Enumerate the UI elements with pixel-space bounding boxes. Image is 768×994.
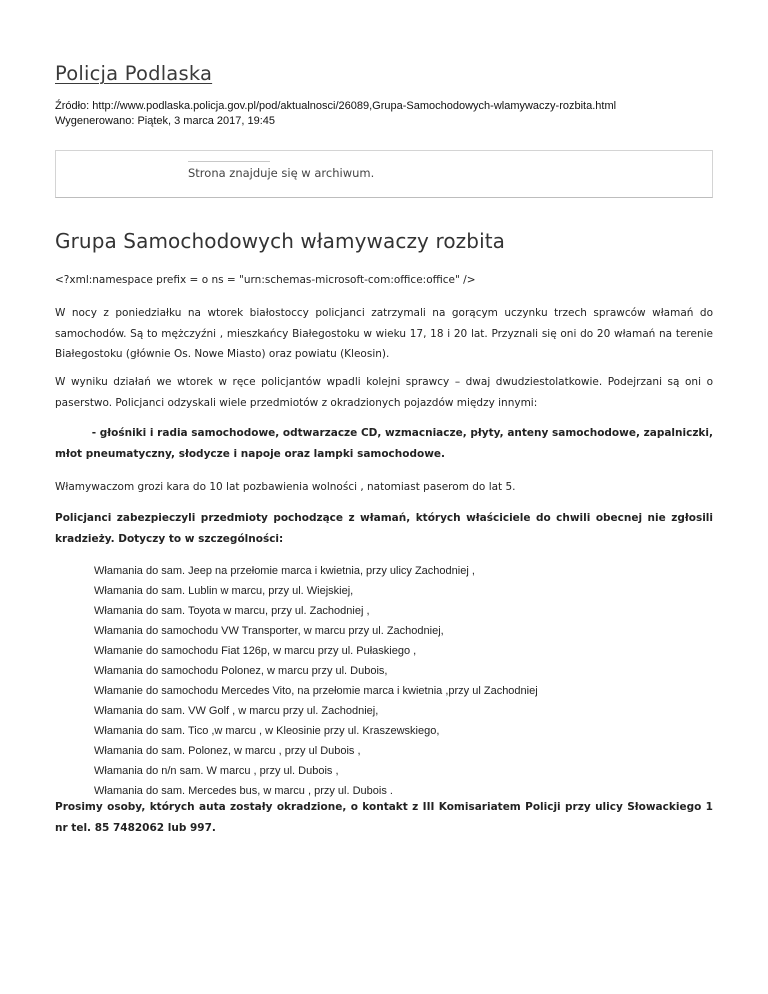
- xml-namespace-line: <?xml:namespace prefix = o ns = "urn:schemas-microsoft-com:office:office" />: [55, 274, 476, 286]
- list-item: Włamania do sam. Mercedes bus, w marcu , przy ul. Dubois .: [94, 785, 393, 797]
- article-title: Grupa Samochodowych włamywaczy rozbita: [55, 229, 506, 253]
- break-in-list: [94, 561, 538, 801]
- meta-info: [55, 99, 616, 129]
- article-paragraph-2: W wyniku działań we wtorek w ręce policjantów wpadli kolejni sprawcy – dwaj dwudziestolatkowie. Podejrzani są oni o paserstwo. Policjanci odzyskali wiele przedmiotów z okradzionych pojazdów między innymi:: [55, 376, 713, 409]
- source-line: Źródło: http://www.podlaska.policja.gov.pl/pod/aktualnosci/26089,Grupa-Samochodowych-wlamywaczy-rozbita.html: [55, 100, 617, 112]
- penalty-paragraph: Włamywaczom grozi kara do 10 lat pozbawienia wolności , natomiast paserom do lat 5.: [55, 481, 516, 493]
- list-item: Włamania do sam. Toyota w marcu, przy ul. Zachodniej ,: [94, 605, 370, 617]
- secured-items-paragraph: Policjanci zabezpieczyli przedmioty pochodzące z włamań, których właściciele do chwili obecnej nie zgłosili kradzieży. Dotyczy to w szczególności:: [55, 512, 713, 545]
- archive-notice: Strona znajduje się w archiwum.: [188, 166, 375, 180]
- list-item: Włamania do samochodu Polonez, w marcu przy ul. Dubois,: [94, 665, 388, 677]
- article-paragraph-1: W nocy z poniedziałku na wtorek białostoccy policjanci zatrzymali na gorącym uczynku trzech sprawców włamań do samochodów. Są to mężczyźni , mieszkańcy Białegostoku w wieku 17, 18 i 20 lat. Przyznali się oni do 20 włamań na terenie Białegostoku (głównie Os. Nowe Miasto) oraz powiatu (Kleosin).: [55, 307, 713, 360]
- archive-divider: [188, 161, 270, 162]
- list-item: Włamania do n/n sam. W marcu , przy ul. Dubois ,: [94, 765, 339, 777]
- list-item: Włamanie do samochodu Mercedes Vito, na przełomie marca i kwietnia ,przy ul Zachodniej: [94, 685, 538, 697]
- list-item: Włamanie do samochodu Fiat 126p, w marcu przy ul. Pułaskiego ,: [94, 645, 417, 657]
- contact-paragraph: Prosimy osoby, których auta zostały okradzione, o kontakt z III Komisariatem Policji przy ulicy Słowackiego 1 nr tel. 85 7482062 lub 997.: [55, 801, 713, 834]
- list-item: Włamania do sam. VW Golf , w marcu przy ul. Zachodniej,: [94, 705, 379, 717]
- recovered-items-paragraph: - głośniki i radia samochodowe, odtwarzacze CD, wzmacniacze, płyty, anteny samochodowe, zapalniczki, młot pneumatyczny, słodycze i napoje oraz lampki samochodowe.: [55, 427, 717, 460]
- list-item: Włamania do sam. Tico ,w marcu , w Kleosinie przy ul. Kraszewskiego,: [94, 725, 440, 737]
- list-item: Włamania do sam. Polonez, w marcu , przy ul Dubois ,: [94, 745, 361, 757]
- site-title[interactable]: Policja Podlaska: [55, 62, 213, 85]
- list-item: Włamania do sam. Jeep na przełomie marca i kwietnia, przy ulicy Zachodniej ,: [94, 565, 475, 577]
- archive-notice-box: [55, 150, 713, 198]
- list-item: Włamania do sam. Lublin w marcu, przy ul. Wiejskiej,: [94, 585, 354, 597]
- list-item: Włamania do samochodu VW Transporter, w marcu przy ul. Zachodniej,: [94, 625, 444, 637]
- generated-line: Wygenerowano: Piątek, 3 marca 2017, 19:45: [55, 115, 276, 127]
